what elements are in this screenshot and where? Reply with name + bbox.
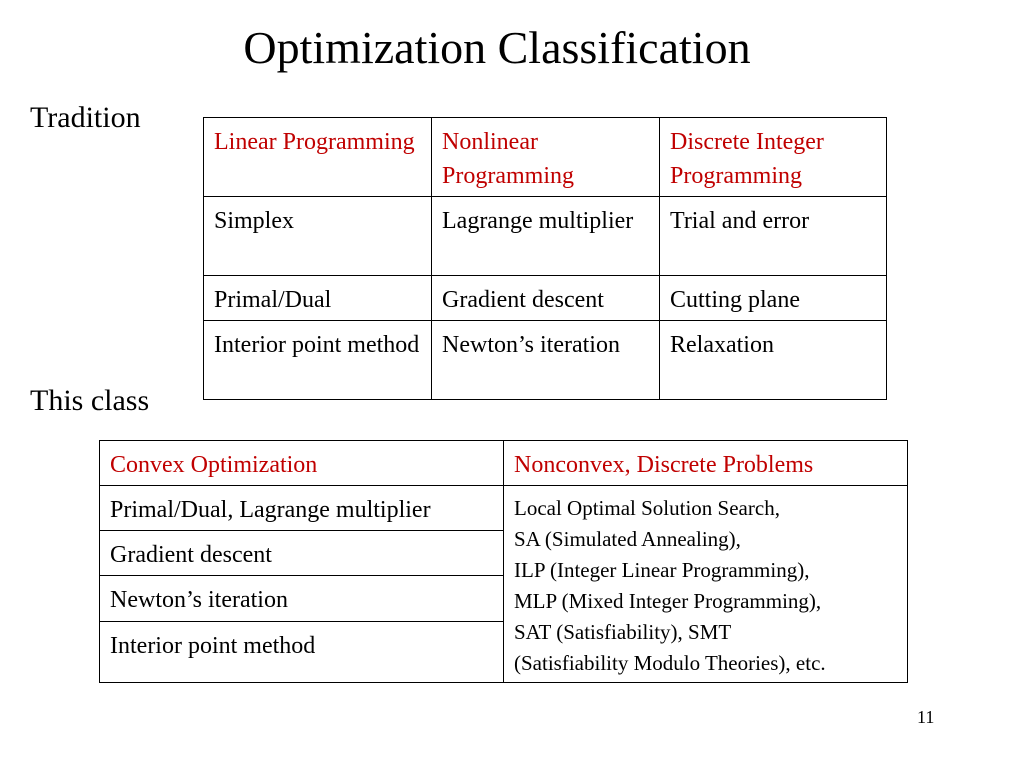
table-row [204, 321, 887, 400]
nonconvex-method-line: Local Optimal Solution Search, [514, 496, 780, 520]
table-header-row [100, 441, 908, 486]
table-row [204, 197, 887, 276]
table-header-row [204, 118, 887, 197]
slide-title: Optimization Classification [243, 22, 751, 73]
convex-method-cell: Newton’s iteration [100, 576, 504, 621]
table-cell: Trial and error [660, 197, 887, 276]
nonconvex-method-line: MLP (Mixed Integer Programming), [514, 589, 822, 613]
table-cell: Lagrange multiplier [432, 197, 660, 276]
tradition-label: Tradition [30, 101, 141, 134]
header-cell-nonlinear: Nonlinear Programming [432, 118, 660, 197]
convex-method-cell: Interior point method [100, 621, 504, 682]
table-row [100, 486, 908, 531]
nonconvex-method-line: SA (Simulated Annealing), [514, 527, 741, 551]
header-cell-convex: Convex Optimization [100, 441, 504, 486]
table-cell: Interior point method [204, 321, 432, 400]
this-class-label: This class [30, 384, 150, 417]
header-cell-linear: Linear Programming [204, 118, 432, 197]
convex-method-cell: Gradient descent [100, 531, 504, 576]
tradition-table [203, 117, 887, 400]
page-number: 11 [917, 707, 935, 727]
table-cell: Gradient descent [432, 276, 660, 321]
table-cell: Relaxation [660, 321, 887, 400]
this-class-table [99, 440, 908, 683]
nonconvex-method-line: ILP (Integer Linear Programming), [514, 558, 810, 582]
table-cell: Primal/Dual [204, 276, 432, 321]
header-cell-nonconvex: Nonconvex, Discrete Problems [504, 441, 908, 486]
table-row [204, 276, 887, 321]
table-cell: Newton’s iteration [432, 321, 660, 400]
table-cell: Cutting plane [660, 276, 887, 321]
nonconvex-methods-cell [504, 486, 908, 683]
table-cell: Simplex [204, 197, 432, 276]
convex-method-cell: Primal/Dual, Lagrange multiplier [100, 486, 504, 531]
nonconvex-method-line: SAT (Satisfiability), SMT [514, 620, 732, 644]
header-cell-discrete: Discrete Integer Programming [660, 118, 887, 197]
nonconvex-method-line: (Satisfiability Modulo Theories), etc. [514, 651, 826, 675]
